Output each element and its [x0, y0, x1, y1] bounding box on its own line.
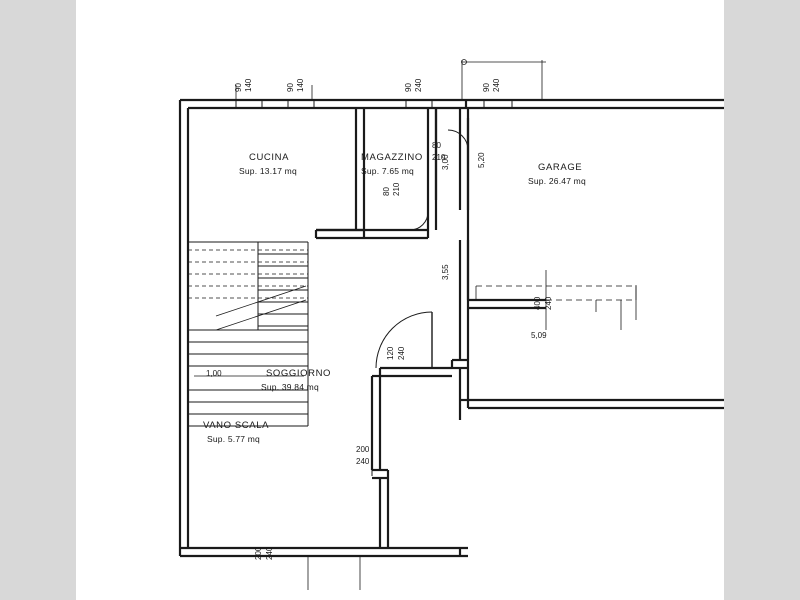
- opening-label-win-magazzino-height: 240: [414, 78, 423, 92]
- room-area-vano-scala: Sup. 5.77 mq: [207, 434, 260, 444]
- opening-label-door-soggiorno-width: 120: [386, 346, 395, 360]
- opening-label-win-garage-height: 240: [492, 78, 501, 92]
- opening-label-garage-gate-width: 400: [533, 296, 542, 310]
- room-area-garage: Sup. 26.47 mq: [528, 176, 586, 186]
- dimension-soggiorno-right: 3,55: [441, 264, 450, 280]
- opening-label-win-cucina-1-height: 140: [244, 78, 253, 92]
- staircase: [188, 242, 308, 426]
- thin-line-layer: [188, 60, 636, 591]
- room-area-cucina: Sup. 13.17 mq: [239, 166, 297, 176]
- dimension-garage-depth: 5,20: [477, 152, 486, 168]
- dimension-stair-run: 1,00: [206, 369, 222, 378]
- room-label-soggiorno: SOGGIORNO: [266, 368, 332, 379]
- opening-label-win-cucina-2-width: 90: [286, 83, 295, 92]
- opening-label-door-magazzino-bottom-width: 80: [382, 187, 391, 196]
- opening-label-win-cucina-1-width: 90: [234, 83, 243, 92]
- opening-label-win-soggiorno-bottom-height: 240: [265, 546, 274, 560]
- opening-label-door-magazzino-bottom-height: 210: [392, 182, 401, 196]
- dimension-magazzino-depth: 3,00: [441, 154, 450, 170]
- opening-label-door-magazzino-top-height: 210: [432, 153, 446, 162]
- floorplan-svg: [76, 0, 724, 600]
- drawing-sheet: [76, 0, 724, 600]
- opening-label-win-soggiorno-bottom-width: 200: [254, 546, 263, 560]
- room-label-magazzino: MAGAZZINO: [361, 152, 423, 163]
- opening-label-win-garage-width: 90: [482, 83, 491, 92]
- room-label-vano-scala: VANO SCALA: [203, 420, 270, 431]
- opening-label-win-soggiorno-side-width: 200: [356, 445, 370, 454]
- opening-label-door-soggiorno-height: 240: [397, 346, 406, 360]
- room-label-cucina: CUCINA: [249, 152, 290, 163]
- opening-label-garage-gate-height: 240: [544, 296, 553, 310]
- opening-label-win-cucina-2-height: 140: [296, 78, 305, 92]
- opening-label-door-magazzino-top-width: 80: [432, 141, 441, 150]
- room-label-garage: GARAGE: [538, 162, 583, 173]
- opening-label-win-soggiorno-side-height: 240: [356, 457, 370, 466]
- opening-label-win-magazzino-width: 90: [404, 83, 413, 92]
- room-area-magazzino: Sup. 7.65 mq: [361, 166, 414, 176]
- room-area-soggiorno: Sup. 39.84 mq: [261, 382, 319, 392]
- dimension-garage-front: 5,09: [531, 331, 547, 340]
